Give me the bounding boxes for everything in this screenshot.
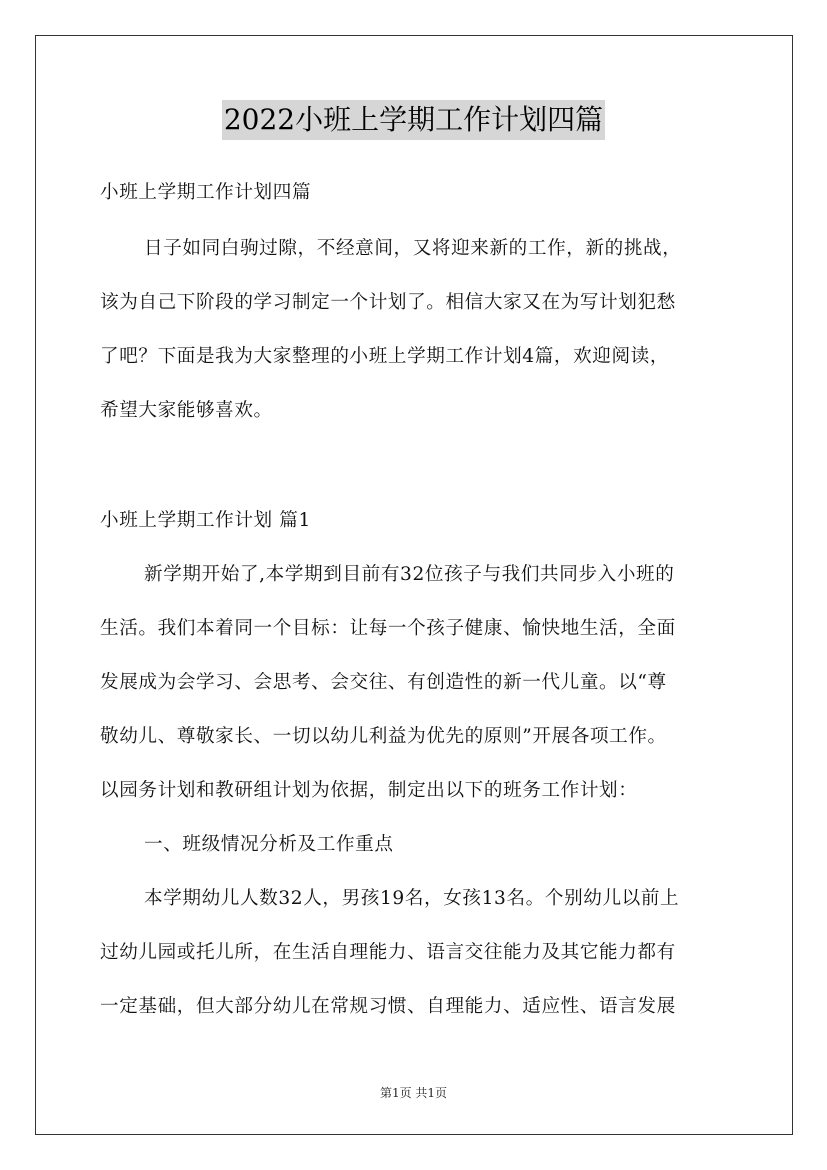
- paragraph-line: 新学期开始了,本学期到目前有32位孩子与我们共同步入小班的: [144, 564, 675, 585]
- paragraph-line: 生活。我们本着同一个目标：让每一个孩子健康、愉快地生活，全面: [100, 618, 676, 639]
- subtitle-line: 小班上学期工作计划四篇: [100, 182, 312, 203]
- paragraph-line: 希望大家能够喜欢。: [100, 400, 273, 421]
- subsection-heading: 一、班级情况分析及工作重点: [144, 834, 394, 855]
- paragraph-line: 日子如同白驹过隙，不经意间，又将迎来新的工作，新的挑战，: [144, 238, 682, 259]
- page-footer: 第1页 共1页: [379, 1086, 448, 1100]
- section-heading: 小班上学期工作计划 篇1: [100, 510, 311, 531]
- paragraph-line: 发展成为会学习、会思考、会交往、有创造性的新一代儿童。以“尊: [100, 672, 667, 693]
- paragraph-line: 以园务计划和教研组计划为依据，制定出以下的班务工作计划：: [100, 780, 638, 801]
- paragraph-line: 敬幼儿、尊敬家长、一切以幼儿利益为优先的原则”开展各项工作。: [100, 726, 667, 747]
- paragraph-line: 该为自己下阶段的学习制定一个计划了。相信大家又在为写计划犯愁: [100, 292, 676, 313]
- title-container: [0, 100, 827, 140]
- paragraph-line: 本学期幼儿人数32人，男孩19名，女孩13名。个别幼儿以前上: [144, 888, 680, 909]
- paragraph-line: 过幼儿园或托儿所，在生活自理能力、语言交往能力及其它能力都有: [100, 942, 676, 963]
- document-title: 2022小班上学期工作计划四篇: [222, 100, 605, 140]
- paragraph-line: 了吧？下面是我为大家整理的小班上学期工作计划4篇，欢迎阅读，: [100, 346, 670, 367]
- paragraph-line: 一定基础，但大部分幼儿在常规习惯、自理能力、适应性、语言发展: [100, 996, 676, 1017]
